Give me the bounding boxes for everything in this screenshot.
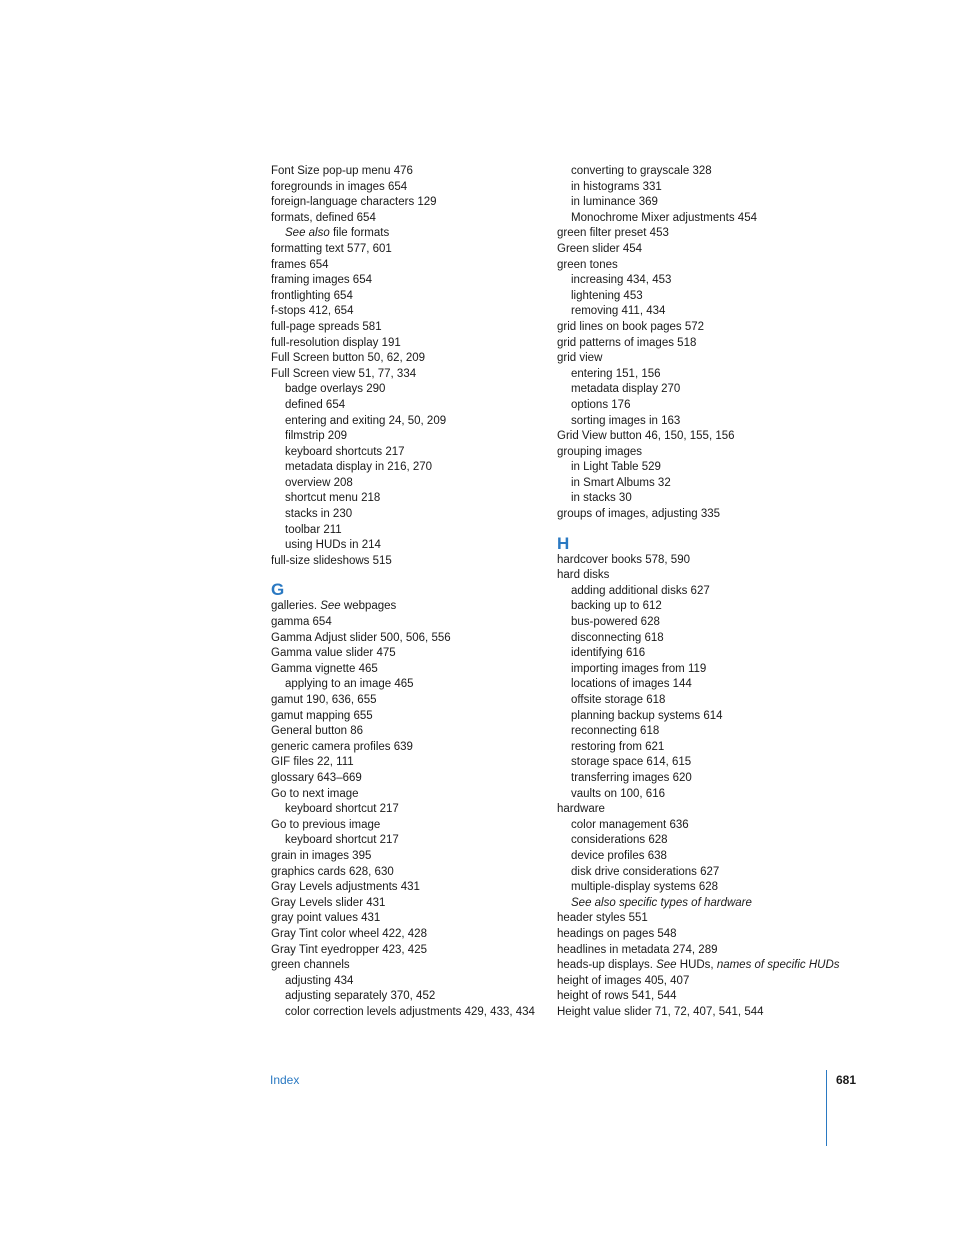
index-subentry	[271, 226, 551, 242]
index-entry-text-part: HUDs,	[676, 959, 717, 972]
index-entry: groups of images, adjusting 335	[557, 508, 721, 521]
index-entry-text-part: See also	[285, 227, 330, 240]
index-subentry: backing up to 612	[571, 600, 662, 613]
index-subentry: stacks in 230	[285, 508, 353, 521]
index-entry: Go to previous image	[271, 818, 381, 831]
index-entry: green tones	[557, 258, 618, 271]
index-subentry: adjusting 434	[285, 974, 354, 987]
index-subentry: in histograms 331	[571, 180, 662, 193]
index-entry: Gray Tint color wheel 422, 428	[271, 927, 427, 940]
index-section-letter: G	[271, 580, 285, 600]
index-entry: Green slider 454	[557, 242, 643, 255]
index-entry: Gray Levels adjustments 431	[271, 881, 420, 894]
index-entry: frontlighting 654	[271, 289, 353, 302]
index-subentry: bus-powered 628	[571, 616, 660, 629]
index-subentry: transferring images 620	[571, 771, 692, 784]
index-entry: Full Screen view 51, 77, 334	[271, 367, 417, 380]
index-subentry: entering 151, 156	[571, 367, 661, 380]
index-entry: hardcover books 578, 590	[557, 553, 690, 566]
index-entry: gray point values 431	[271, 912, 381, 925]
index-entry: gamma 654	[271, 616, 332, 629]
index-subentry	[557, 896, 847, 912]
index-entry-text-part: heads-up displays.	[557, 959, 657, 972]
index-subentry: adding additional disks 627	[571, 584, 710, 597]
index-subentry: entering and exiting 24, 50, 209	[285, 414, 447, 427]
index-subentry: converting to grayscale 328	[571, 165, 712, 177]
index-entry-text-part: webpages	[340, 600, 397, 613]
index-entry: Grid View button 46, 150, 155, 156	[557, 430, 735, 443]
index-subentry: color management 636	[571, 818, 689, 831]
index-subentry: Monochrome Mixer adjustments 454	[571, 211, 757, 224]
index-subentry: restoring from 621	[571, 740, 665, 753]
index-column-right	[557, 164, 847, 1020]
index-subentry: keyboard shortcut 217	[285, 803, 399, 816]
index-subentry: using HUDs in 214	[285, 539, 381, 552]
index-subentry: adjusting separately 370, 452	[285, 990, 436, 1003]
index-entry: grouping images	[557, 445, 643, 458]
index-entry: formatting text 577, 601	[271, 242, 392, 255]
index-entry: Gamma Adjust slider 500, 506, 556	[271, 631, 451, 644]
index-entry: graphics cards 628, 630	[271, 865, 394, 878]
index-entry: full-resolution display 191	[271, 336, 401, 349]
index-subentry: overview 208	[285, 476, 353, 489]
index-subentry: increasing 434, 453	[571, 274, 672, 287]
index-entry: grid view	[557, 352, 603, 365]
index-entry: grain in images 395	[271, 849, 372, 862]
index-subentry: multiple-display systems 628	[571, 881, 719, 894]
index-entry: Gamma value slider 475	[271, 647, 396, 660]
index-entry: Go to next image	[271, 787, 359, 800]
index-entry	[271, 599, 551, 615]
index-entry: height of images 405, 407	[557, 974, 690, 987]
index-subentry: keyboard shortcuts 217	[285, 445, 405, 458]
index-entry: headings on pages 548	[557, 927, 677, 940]
index-entry: Gray Tint eyedropper 423, 425	[271, 943, 427, 956]
footer-divider	[826, 1070, 827, 1146]
index-entry: Gray Levels slider 431	[271, 896, 386, 909]
index-entry: full-size slideshows 515	[271, 554, 392, 567]
index-entry: grid patterns of images 518	[557, 336, 697, 349]
index-subentry: defined 654	[285, 398, 346, 411]
index-entry-text-part: See	[656, 959, 677, 972]
index-subentry: device profiles 638	[571, 849, 667, 862]
index-entry: hardware	[557, 803, 605, 816]
index-entry-text-part: See also specific types of hardware	[571, 896, 752, 909]
index-subentry: applying to an image 465	[285, 678, 414, 691]
index-subentry: disconnecting 618	[571, 631, 664, 644]
index-entry: header styles 551	[557, 912, 648, 925]
index-subentry: disk drive considerations 627	[571, 865, 720, 878]
index-column-left	[271, 164, 551, 1020]
index-subentry: in Light Table 529	[571, 461, 661, 474]
index-subentry: in Smart Albums 32	[571, 476, 671, 489]
index-subentry: in stacks 30	[571, 492, 632, 505]
index-entry: hard disks	[557, 569, 610, 582]
index-entry-text-part: galleries.	[271, 600, 321, 613]
index-entry	[557, 958, 847, 974]
index-subentry: locations of images 144	[571, 678, 692, 691]
index-entry-text-part: names of specific HUDs	[716, 959, 840, 972]
index-subentry: vaults on 100, 616	[571, 787, 665, 800]
index-subentry: removing 411, 434	[571, 305, 666, 318]
index-entry: Gamma vignette 465	[271, 662, 378, 675]
index-subentry: sorting images in 163	[571, 414, 681, 427]
index-entry: green filter preset 453	[557, 227, 669, 240]
index-subentry: options 176	[571, 398, 631, 411]
index-entry: foreign-language characters 129	[271, 196, 437, 209]
index-entry: full-page spreads 581	[271, 320, 382, 333]
index-entry: GIF files 22, 111	[271, 756, 354, 769]
index-entry: grid lines on book pages 572	[557, 320, 705, 333]
index-entry: Font Size pop-up menu 476	[271, 165, 413, 177]
footer-section-label: Index	[270, 1073, 300, 1087]
index-entry: Full Screen button 50, 62, 209	[271, 352, 426, 365]
index-entry: framing images 654	[271, 274, 372, 287]
index-subentry: toolbar 211	[285, 523, 342, 536]
index-subentry: metadata display 270	[571, 383, 681, 396]
index-entry: formats, defined 654	[271, 211, 376, 224]
index-entry: foregrounds in images 654	[271, 180, 408, 193]
index-entry: gamut 190, 636, 655	[271, 694, 377, 706]
index-subentry: badge overlays 290	[285, 383, 386, 396]
index-entry: generic camera profiles 639	[271, 740, 413, 753]
index-entry: headlines in metadata 274, 289	[557, 943, 718, 956]
index-subentry: importing images from 119	[571, 662, 707, 675]
index-subentry: color correction levels adjustments 429, 433, 434	[285, 1005, 535, 1018]
page-number: 681	[836, 1073, 857, 1087]
index-subentry: considerations 628	[571, 834, 668, 847]
index-subentry: offsite storage 618	[571, 694, 666, 706]
index-entry-text-part: file formats	[329, 227, 390, 240]
index-entry: frames 654	[271, 258, 329, 271]
index-entry-text-part: See	[320, 600, 341, 613]
index-entry: f-stops 412, 654	[271, 305, 354, 318]
index-entry: height of rows 541, 544	[557, 990, 677, 1003]
index-subentry: metadata display in 216, 270	[285, 461, 433, 474]
index-subentry: in luminance 369	[571, 196, 658, 209]
index-entry: Height value slider 71, 72, 407, 541, 544	[557, 1005, 764, 1018]
index-entry: gamut mapping 655	[271, 709, 373, 722]
index-subentry: storage space 614, 615	[571, 756, 692, 769]
index-subentry: planning backup systems 614	[571, 709, 723, 722]
index-subentry: identifying 616	[571, 647, 646, 660]
index-subentry: keyboard shortcut 217	[285, 834, 399, 847]
index-entry: glossary 643–669	[271, 771, 362, 784]
index-entry: green channels	[271, 959, 350, 972]
index-subentry: reconnecting 618	[571, 725, 660, 738]
index-section-letter: H	[557, 533, 570, 553]
index-subentry: filmstrip 209	[285, 430, 347, 443]
index-entry: General button 86	[271, 725, 364, 738]
index-subentry: shortcut menu 218	[285, 492, 381, 505]
index-subentry: lightening 453	[571, 289, 643, 302]
